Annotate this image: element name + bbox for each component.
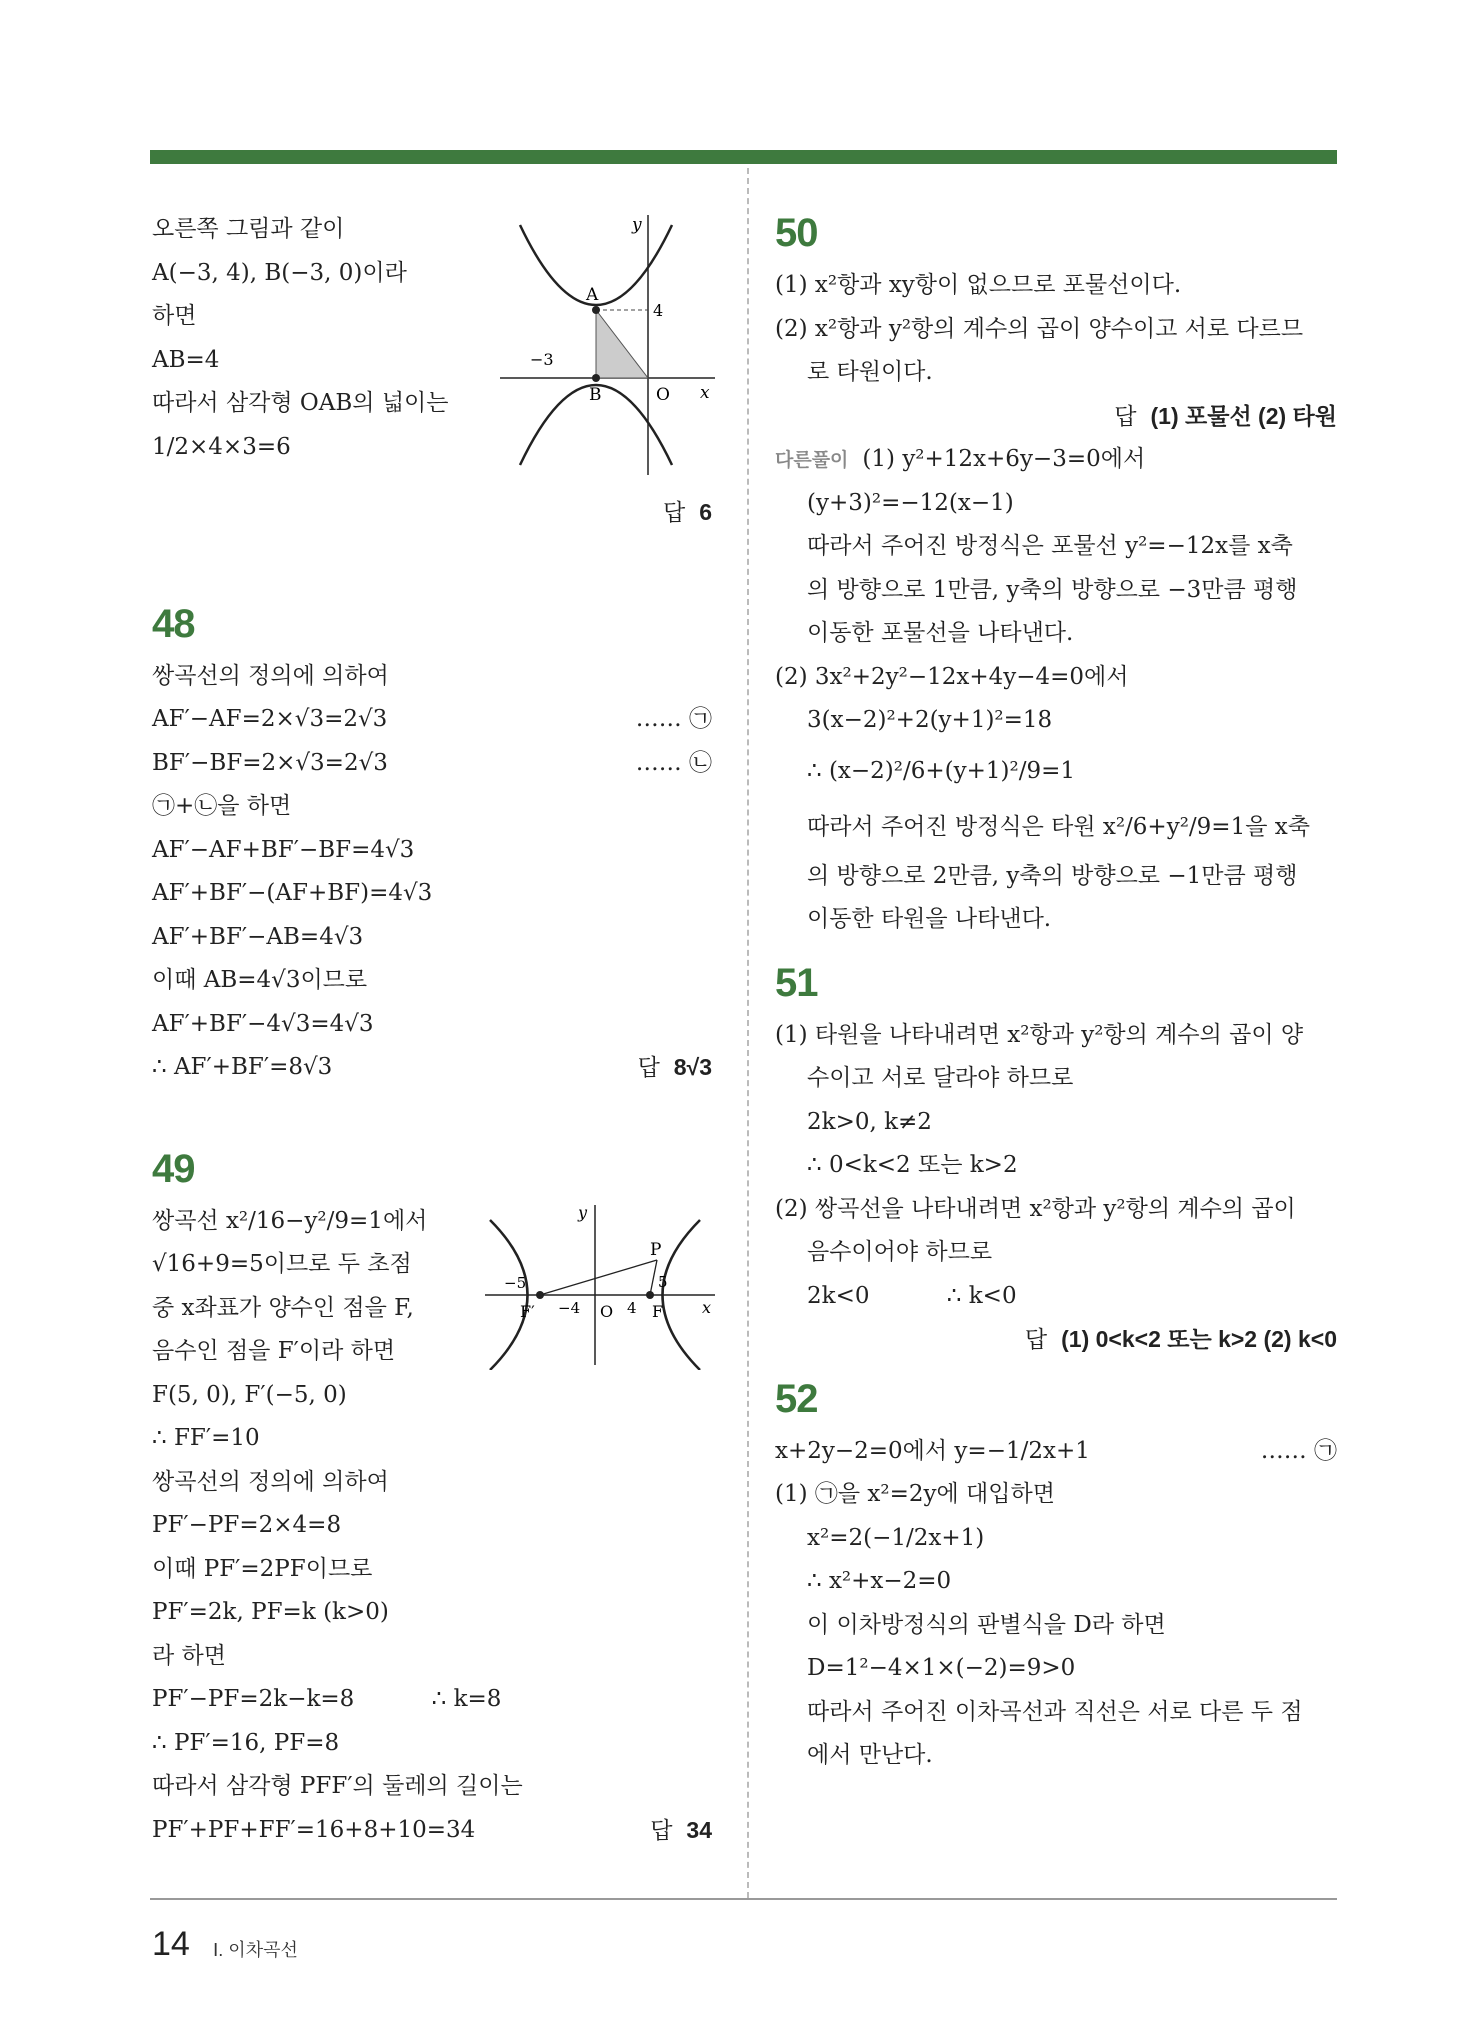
text-line — [775, 1275, 1337, 1319]
label-f: F — [652, 1302, 664, 1321]
label-neg5: −5 — [504, 1274, 527, 1292]
label-a: A — [586, 285, 599, 305]
column-divider — [747, 168, 749, 1898]
text-line — [152, 1046, 712, 1090]
text-line: 따라서 삼각형 OAB의 넓이는 — [152, 390, 449, 416]
answer-label: 답 — [637, 1054, 660, 1080]
problem-number-51: 51 — [775, 960, 818, 1005]
text-line: 이때 PF′=2PF이므로 — [152, 1555, 373, 1582]
text-line: 의 방향으로 2만큼, y축의 방향으로 −1만큼 평행 — [807, 862, 1298, 889]
text-line: 중 x좌표가 양수인 점을 F, — [152, 1294, 414, 1321]
text-line: ∴ FF′=10 — [152, 1425, 260, 1451]
equation-mark: …… ㉡ — [635, 749, 712, 776]
side-result: ∴ k=8 — [431, 1686, 502, 1712]
text-line: 의 방향으로 1만큼, y축의 방향으로 −3만큼 평행 — [807, 576, 1298, 603]
text-line: PF′−PF=2×4=8 — [152, 1512, 342, 1538]
alt-solution-label: 다른풀이 — [775, 450, 849, 471]
label-y: y — [578, 1203, 588, 1222]
label-p: P — [650, 1240, 662, 1260]
text-line: AB=4 — [152, 346, 220, 373]
text-line: 2k>0, k≠2 — [807, 1108, 932, 1135]
text-line: AF′+BF′−(AF+BF)=4√3 — [152, 880, 433, 906]
equation: (1) y²+12x+6y−3=0에서 — [862, 446, 1146, 472]
problem-47 — [152, 208, 482, 469]
answer-label: 답 — [1114, 402, 1137, 429]
point-f — [646, 1291, 654, 1299]
label-four: 4 — [653, 301, 664, 320]
answer-value: 8√3 — [673, 1054, 712, 1080]
figure-47-hyperbola — [500, 210, 720, 480]
equation: PF′−PF=2k−k=8 — [152, 1686, 355, 1712]
text-line: AF′+BF′−4√3=4√3 — [152, 1010, 374, 1037]
text-line: 쌍곡선의 정의에 의하여 — [152, 1468, 389, 1495]
equation-mark: …… ㉠ — [635, 706, 712, 732]
label-o: O — [656, 385, 670, 405]
text-line: x²=2(−1/2x+1) — [807, 1524, 985, 1551]
text-line: 따라서 주어진 방정식은 포물선 y²=−12x를 x축 — [807, 533, 1293, 559]
answer-value: 6 — [699, 499, 712, 525]
text-line: (2) 쌍곡선을 나타내려면 x²항과 y²항의 계수의 곱이 — [775, 1195, 1296, 1222]
text-line: 이 이차방정식의 판별식을 D라 하면 — [807, 1611, 1166, 1638]
text-line: F(5, 0), F′(−5, 0) — [152, 1381, 347, 1408]
point-a — [592, 306, 600, 314]
chapter-label: Ⅰ. 이차곡선 — [213, 1940, 298, 1960]
text-line: 쌍곡선의 정의에 의하여 — [152, 662, 389, 689]
label-y: y — [632, 215, 642, 235]
answer-label: 답 — [1024, 1326, 1048, 1352]
label-o: O — [600, 1302, 614, 1321]
answer-47 — [152, 491, 712, 535]
equation: AF′−AF=2×√3=2√3 — [152, 706, 388, 732]
text-line: (1) ㉠을 x²=2y에 대입하면 — [775, 1481, 1055, 1507]
text-line — [152, 1809, 712, 1853]
answer-value: (1) 포물선 (2) 타원 — [1150, 402, 1337, 429]
text-line: ㉠+㉡을 하면 — [152, 793, 292, 819]
equation: PF′+PF+FF′=16+8+10=34 — [152, 1816, 476, 1843]
point-f-prime — [536, 1291, 544, 1299]
answer-label: 답 — [650, 1816, 673, 1843]
answer-label: 답 — [662, 499, 686, 525]
problem-number-49: 49 — [152, 1146, 195, 1191]
text-line: 3(x−2)²+2(y+1)²=18 — [807, 707, 1053, 733]
answer-48 — [638, 1046, 712, 1090]
label-five: 5 — [658, 1273, 668, 1291]
label-four: 4 — [627, 1299, 637, 1317]
page-number: 14 — [152, 1925, 190, 1963]
text-line: 쌍곡선 x²/16−y²/9=1에서 — [152, 1207, 428, 1234]
text-line: 이동한 타원을 나타낸다. — [807, 906, 1052, 932]
text-line: 이때 AB=4√3이므로 — [152, 967, 368, 993]
text-line: ∴ PF′=16, PF=8 — [152, 1729, 340, 1756]
label-neg4: −4 — [558, 1299, 581, 1317]
text-line: ∴ x²+x−2=0 — [807, 1568, 952, 1594]
label-x: x — [702, 1298, 712, 1317]
answer-value: (1) 0<k<2 또는 k>2 (2) k<0 — [1061, 1326, 1337, 1352]
text-line — [152, 1678, 712, 1722]
text-line: (1) x²항과 xy항이 없으므로 포물선이다. — [775, 272, 1182, 298]
segment-pf-prime — [540, 1260, 657, 1295]
answer-49 — [650, 1809, 712, 1853]
text-line: D=1²−4×1×(−2)=9>0 — [807, 1655, 1076, 1681]
label-b: B — [589, 385, 602, 405]
text-line: (2) x²항과 y²항의 계수의 곱이 양수이고 서로 다르므 — [775, 315, 1304, 342]
equation-mark: …… ㉠ — [1260, 1437, 1337, 1464]
label-x: x — [700, 383, 710, 403]
problem-number-48: 48 — [152, 601, 195, 646]
triangle-oab — [596, 310, 648, 378]
text-line: 오른쪽 그림과 같이 — [152, 216, 345, 242]
text-line: 음수인 점을 F′이라 하면 — [152, 1338, 396, 1364]
answer-51 — [775, 1318, 1337, 1362]
text-line — [152, 742, 712, 786]
equation: BF′−BF=2×√3=2√3 — [152, 749, 388, 776]
text-line: (y+3)²=−12(x−1) — [807, 489, 1014, 516]
text-line: 따라서 삼각형 PFF′의 둘레의 길이는 — [152, 1773, 523, 1799]
text-line — [775, 438, 1337, 482]
text-line: 에서 만난다. — [807, 1742, 933, 1768]
segment-pf — [650, 1260, 657, 1295]
right-column — [775, 202, 1337, 1778]
equation: ∴ AF′+BF′=8√3 — [152, 1054, 333, 1080]
text-line — [775, 1430, 1337, 1474]
equation: x+2y−2=0에서 y=−1/2x+1 — [775, 1437, 1090, 1464]
text-line: ∴ (x−2)²/6+(y+1)²/9=1 — [807, 757, 1075, 784]
problem-number-50: 50 — [775, 211, 818, 255]
text-line: (2) 3x²+2y²−12x+4y−4=0에서 — [775, 663, 1129, 690]
text-line: A(−3, 4), B(−3, 0)이라 — [152, 259, 407, 286]
text-line: 따라서 주어진 이차곡선과 직선은 서로 다른 두 점 — [807, 1698, 1303, 1725]
text-line: PF′=2k, PF=k (k>0) — [152, 1599, 389, 1625]
figure-49-hyperbola — [480, 1200, 720, 1370]
text-line: 로 타원이다. — [807, 359, 933, 385]
text-line: 음수이어야 하므로 — [807, 1239, 993, 1265]
label-neg3: −3 — [530, 350, 554, 369]
text-line — [152, 698, 712, 742]
text-line: (1) 타원을 나타내려면 x²항과 y²항의 계수의 곱이 양 — [775, 1021, 1304, 1048]
equation: 2k<0 — [807, 1282, 870, 1309]
label-f-prime: F′ — [520, 1302, 535, 1321]
point-b — [592, 374, 600, 382]
text-line: ∴ 0<k<2 또는 k>2 — [807, 1152, 1018, 1178]
text-line: 하면 — [152, 303, 197, 329]
problem-number-52: 52 — [775, 1376, 818, 1421]
equation: ∴ k<0 — [946, 1282, 1017, 1309]
text-line: √16+9=5이므로 두 초점 — [152, 1251, 412, 1277]
answer-value: 34 — [686, 1816, 712, 1843]
text-line: AF′+BF′−AB=4√3 — [152, 923, 364, 950]
text-line: AF′−AF+BF′−BF=4√3 — [152, 836, 415, 863]
answer-50 — [775, 395, 1337, 439]
text-line: 이동한 포물선을 나타낸다. — [807, 620, 1074, 646]
text-line: 수이고 서로 달라야 하므로 — [807, 1065, 1074, 1091]
text-line: 라 하면 — [152, 1642, 226, 1669]
text-line: 따라서 주어진 방정식은 타원 x²/6+y²/9=1을 x축 — [807, 813, 1310, 840]
top-green-bar — [150, 150, 1337, 164]
footer-rule — [150, 1898, 1337, 1900]
text-line: 1/2×4×3=6 — [152, 433, 291, 460]
